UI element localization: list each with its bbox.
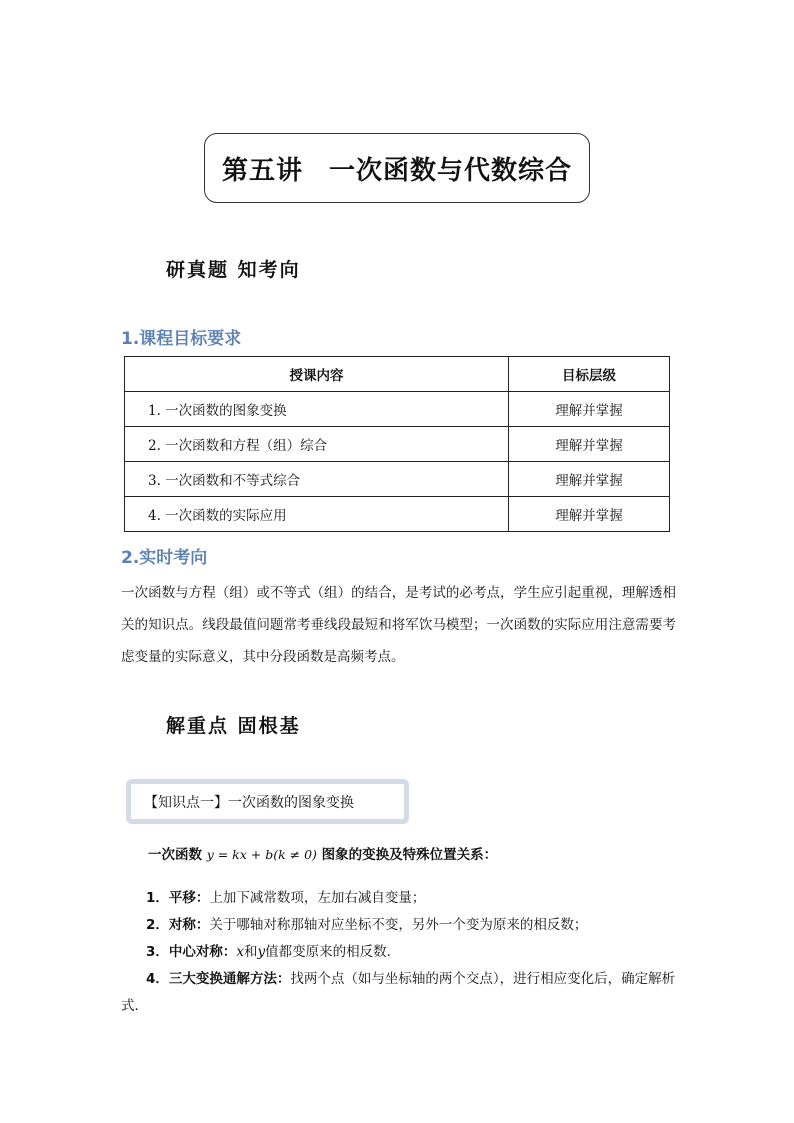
table-row [125, 427, 670, 462]
variable-x: x [236, 944, 245, 960]
point-label: 4．三大变换通解方法： [146, 971, 291, 987]
point-text: 上加下减常数项，左加右减自变量； [209, 890, 426, 906]
goals-table [124, 356, 670, 532]
knowledge-point-label [126, 779, 409, 824]
header-level: 目标层级 [509, 357, 670, 392]
knowledge-point-text: 【知识点一】一次函数的图象变换 [144, 794, 354, 811]
trend-heading: 2.实时考向 [121, 548, 208, 568]
row-content: 2. 一次函数和方程（组）综合 [125, 427, 509, 462]
intro-suffix: 图象的变换及特殊位置关系： [321, 847, 498, 863]
intro-prefix: 一次函数 [148, 847, 202, 863]
point-text: 关于哪轴对称那轴对应坐标不变，另外一个变为原来的相反数； [209, 917, 588, 933]
row-content: 3. 一次函数和不等式综合 [125, 462, 509, 497]
header-content: 授课内容 [125, 357, 509, 392]
point-label: 3．中心对称： [146, 944, 237, 960]
point-label: 1．平移： [146, 890, 210, 906]
points-list [121, 885, 677, 1020]
goals-table-header [125, 357, 670, 392]
table-row [125, 497, 670, 532]
table-row [125, 462, 670, 497]
section-heading-research: 研真题 知考向 [166, 259, 301, 281]
intro-line [148, 843, 497, 863]
point-text: 值都变原来的相反数． [265, 944, 401, 960]
list-item [121, 966, 677, 1020]
goals-heading: 1.课程目标要求 [121, 329, 242, 349]
lecture-topic: 一次函数与代数综合 [329, 155, 573, 186]
lecture-number: 第五讲 [221, 155, 303, 186]
list-item [121, 885, 677, 912]
point-connector: 和 [244, 944, 258, 960]
row-level: 理解并掌握 [509, 462, 670, 497]
row-level: 理解并掌握 [509, 427, 670, 462]
row-content: 4. 一次函数的实际应用 [125, 497, 509, 532]
point-text: 找两个点（如与坐标轴的两个交点），进行相应变化后，确定解析式． [121, 971, 676, 1014]
row-level: 理解并掌握 [509, 392, 670, 427]
row-level: 理解并掌握 [509, 497, 670, 532]
section-heading-key-points: 解重点 固根基 [166, 715, 301, 737]
list-item [121, 939, 677, 966]
list-item [121, 912, 677, 939]
row-content: 1. 一次函数的图象变换 [125, 392, 509, 427]
point-label: 2．对称： [146, 917, 210, 933]
trend-paragraph: 一次函数与方程（组）或不等式（组）的结合，是考试的必考点，学生应引起重视，理解透相关的知识点。线段最值问题常考垂线段最短和将军饮马模型；一次函数的实际应用注意需要考虑变量的实际意义，其中分段函数是高频考点。 [121, 585, 676, 665]
variable-y: y [257, 944, 266, 960]
lecture-title [204, 133, 590, 203]
linear-function-formula: y = kx + b(k ≠ 0) [206, 847, 317, 862]
table-row [125, 392, 670, 427]
